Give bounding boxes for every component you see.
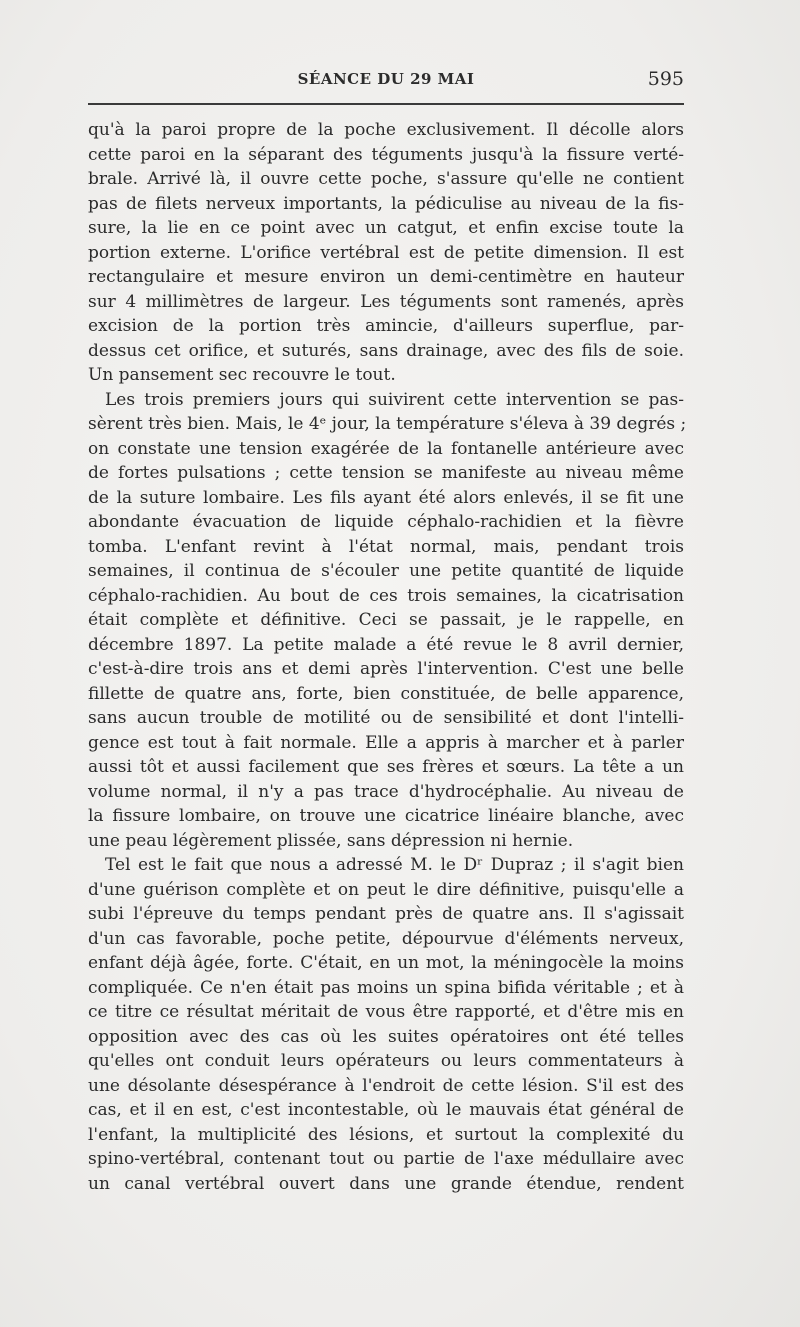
body-text	[88, 118, 687, 1196]
text-line: ce titre ce résultat méritait de vous être rapporté, et d'être mis en	[88, 1002, 684, 1022]
text-line: aussi tôt et aussi facilement que ses frères et sœurs. La tête a un	[88, 757, 684, 777]
text-line: pas de filets nerveux importants, la pédiculise au niveau de la fis-	[88, 193, 684, 214]
text-line: fillette de quatre ans, forte, bien constituée, de belle apparence,	[88, 683, 684, 704]
text-line: semaines, il continua de s'écouler une petite quantité de liquide	[88, 561, 684, 581]
text-line: gence est tout à fait normale. Elle a appris à marcher et à parler	[88, 732, 684, 753]
text-line: céphalo-rachidien. Au bout de ces trois semaines, la cicatrisation	[88, 585, 684, 606]
running-head: SÉANCE DU 29 MAI	[297, 70, 475, 88]
text-line: d'une guérison complète et on peut le dire définitive, puisqu'elle a	[88, 879, 684, 900]
text-line: Tel est le fait que nous a adressé M. le Dʳ Dupraz ; il s'agit bien	[105, 855, 684, 875]
text-line: qu'elles ont conduit leurs opérateurs ou leurs commentateurs à	[88, 1051, 684, 1071]
text-line: qu'à la paroi propre de la poche exclusivement. Il décolle alors	[88, 120, 684, 140]
text-line: tomba. L'enfant revint à l'état normal, mais, pendant trois	[88, 536, 684, 557]
text-line: était complète et définitive. Ceci se passait, je le rappelle, en	[88, 610, 684, 630]
text-line: de la suture lombaire. Les fils ayant été alors enlevés, il se fit une	[88, 487, 684, 508]
header-rule	[88, 103, 684, 105]
text-line: de fortes pulsations ; cette tension se manifeste au niveau même	[88, 463, 684, 483]
text-line: la fissure lombaire, on trouve une cicatrice linéaire blanche, avec	[88, 806, 684, 826]
text-line: compliquée. Ce n'en était pas moins un spina bifida véritable ; et à	[88, 977, 684, 998]
text-line: un canal vertébral ouvert dans une grande étendue, rendent	[88, 1173, 684, 1194]
text-line: excision de la portion très amincie, d'ailleurs superflue, par-	[88, 316, 684, 336]
text-line: une peau légèrement plissée, sans dépression ni hernie.	[88, 830, 574, 851]
page-number: 595	[647, 68, 684, 90]
text-line: brale. Arrivé là, il ouvre cette poche, s'assure qu'elle ne contient	[88, 169, 684, 189]
text-line: dessus cet orifice, et suturés, sans drainage, avec des fils de soie.	[88, 340, 684, 361]
text-line: portion externe. L'orifice vertébral est de petite dimension. Il est	[88, 242, 684, 263]
text-line: cas, et il en est, c'est incontestable, où le mauvais état général de	[88, 1100, 684, 1120]
text-line: rectangulaire et mesure environ un demi-centimètre en hauteur	[88, 267, 684, 287]
text-line: subi l'épreuve du temps pendant près de quatre ans. Il s'agissait	[88, 904, 684, 924]
text-line: l'enfant, la multiplicité des lésions, et surtout la complexité du	[88, 1124, 684, 1145]
text-line: cette paroi en la séparant des téguments jusqu'à la fissure verté-	[88, 144, 684, 165]
text-line: opposition avec des cas où les suites opératoires ont été telles	[88, 1026, 684, 1047]
text-line: on constate une tension exagérée de la fontanelle antérieure avec	[88, 438, 684, 459]
text-line: Les trois premiers jours qui suivirent cette intervention se pas-	[105, 389, 684, 410]
page-header	[88, 58, 684, 94]
text-line: spino-vertébral, contenant tout ou partie de l'axe médullaire avec	[88, 1149, 684, 1169]
text-line: sèrent très bien. Mais, le 4ᵉ jour, la température s'éleva à 39 degrés ;	[88, 414, 687, 434]
text-line: sure, la lie en ce point avec un catgut, et enfin excise toute la	[88, 218, 684, 238]
text-line: d'un cas favorable, poche petite, dépourvue d'éléments nerveux,	[88, 928, 684, 949]
text-line: sans aucun trouble de motilité ou de sensibilité et dont l'intelli-	[88, 708, 684, 728]
text-line: volume normal, il n'y a pas trace d'hydrocéphalie. Au niveau de	[88, 781, 684, 802]
text-line: abondante évacuation de liquide céphalo-rachidien et la fièvre	[88, 512, 684, 532]
text-line: c'est-à-dire trois ans et demi après l'intervention. C'est une belle	[88, 659, 684, 679]
text-line: décembre 1897. La petite malade a été revue le 8 avril dernier,	[88, 634, 684, 655]
text-line: enfant déjà âgée, forte. C'était, en un mot, la méningocèle la moins	[88, 953, 684, 973]
text-line: sur 4 millimètres de largeur. Les téguments sont ramenés, après	[88, 291, 684, 312]
text-line: Un pansement sec recouvre le tout.	[88, 365, 396, 385]
text-line: une désolante désespérance à l'endroit de cette lésion. S'il est des	[88, 1075, 684, 1096]
